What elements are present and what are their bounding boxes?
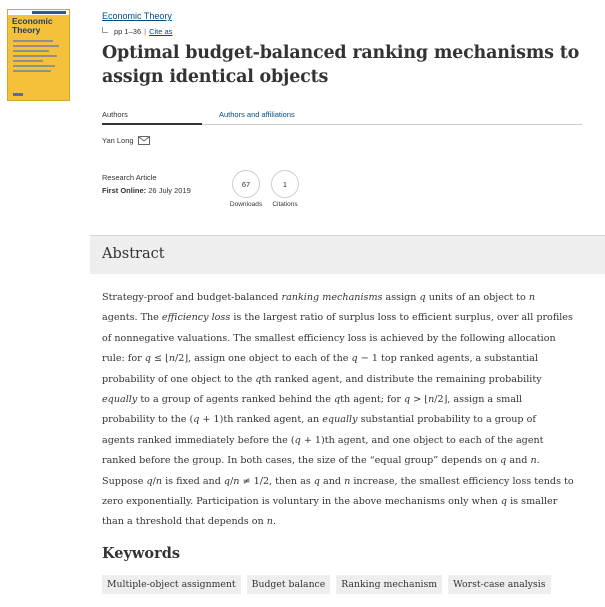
abstract-line: equally to a group of agents ranked behind the qth agent; for q > ⌊n/2⌋, assign a small: [102, 394, 523, 406]
keyword-chip[interactable]: Budget balance: [247, 575, 331, 594]
tab-authors-affiliations[interactable]: Authors and affiliations: [219, 110, 295, 119]
keywords-heading: Keywords: [102, 545, 181, 562]
keyword-chip[interactable]: Worst-case analysis: [448, 575, 550, 594]
abstract-heading: Abstract: [102, 246, 165, 262]
keyword-chip[interactable]: Ranking mechanism: [336, 575, 442, 594]
abstract-line: zero exponentially. Participation is voluntary in the above mechanisms only when q is smaller: [102, 496, 558, 508]
cover-text-line: [13, 60, 43, 62]
cover-text-line: [13, 50, 49, 52]
abstract-line: agents ranked immediately before the (q + 1)th agent, and one object to each of the agent: [102, 434, 544, 446]
cover-text-line: [13, 70, 51, 72]
downloads-label: Downloads: [229, 201, 263, 208]
citations-label[interactable]: Citations: [272, 201, 298, 208]
article-meta: [102, 171, 191, 197]
downloads-count: 67: [232, 170, 260, 198]
abstract-line: than a threshold that depends on n.: [102, 516, 277, 528]
abstract-line: probability to the (q + 1)th ranked agent, an equally substantial probability to a group of: [102, 414, 536, 426]
author-tabs: [102, 110, 582, 126]
cover-text-line: [13, 40, 53, 42]
keyword-chip[interactable]: Multiple-object assignment: [102, 575, 241, 594]
abstract-section-header[interactable]: [90, 235, 605, 274]
tab-authors[interactable]: Authors: [102, 110, 128, 119]
cover-text-line: [13, 45, 59, 47]
abstract-line: rule: for q ≤ ⌊n/2⌋, assign one object to each of the q − 1 top ranked agents, a substantial: [102, 353, 538, 365]
author-name[interactable]: Yan Long: [102, 136, 134, 145]
mail-icon[interactable]: [138, 136, 150, 145]
corner-bracket-icon: [102, 27, 108, 33]
cite-as-link[interactable]: Cite as: [149, 27, 173, 36]
cover-title: Economic Theory: [12, 16, 53, 35]
downloads-metric: [226, 170, 266, 208]
separator: |: [144, 27, 147, 36]
abstract-line: ranked before the group. In both cases, the size of the “equal group” depends on q and n.: [102, 455, 540, 467]
author: [102, 136, 150, 145]
abstract-line: Suppose q/n is fixed and q/n ≠ 1/2, then as q and n increase, the smallest efficiency loss tends to: [102, 475, 574, 487]
pages-row: [102, 27, 172, 36]
first-online-date: 26 July 2019: [148, 186, 191, 195]
abstract-text: [102, 288, 597, 533]
page-range: pp 1–36: [114, 27, 142, 36]
active-tab-indicator: [102, 123, 202, 125]
publisher-logo: [13, 93, 23, 96]
abstract-line: probability of one object to the qth ranked agent, and distribute the remaining probability: [102, 373, 542, 385]
cover-text-line: [13, 55, 57, 57]
article-title: Optimal budget-balanced ranking mechanisms to assign identical objects: [102, 43, 580, 87]
citations-count[interactable]: 1: [271, 170, 299, 198]
citations-metric[interactable]: [266, 170, 304, 208]
journal-cover[interactable]: [7, 9, 70, 101]
cover-text-line: [13, 65, 55, 67]
article-type: Research Article: [102, 173, 157, 182]
abstract-line: agents. The efficiency loss is the largest ratio of surplus loss to efficient surplus, over all profiles: [102, 312, 573, 324]
abstract-line: Strategy-proof and budget-balanced ranking mechanisms assign q units of an object to n: [102, 292, 536, 303]
first-online-label: First Online:: [102, 186, 147, 195]
keywords-list: [102, 575, 551, 594]
abstract-line: of nonnegative valuations. The smallest efficiency loss is achieved by the following allocation: [102, 332, 556, 344]
first-online: [102, 184, 191, 197]
cover-topbar: [8, 10, 69, 15]
journal-link[interactable]: Economic Theory: [102, 11, 172, 21]
